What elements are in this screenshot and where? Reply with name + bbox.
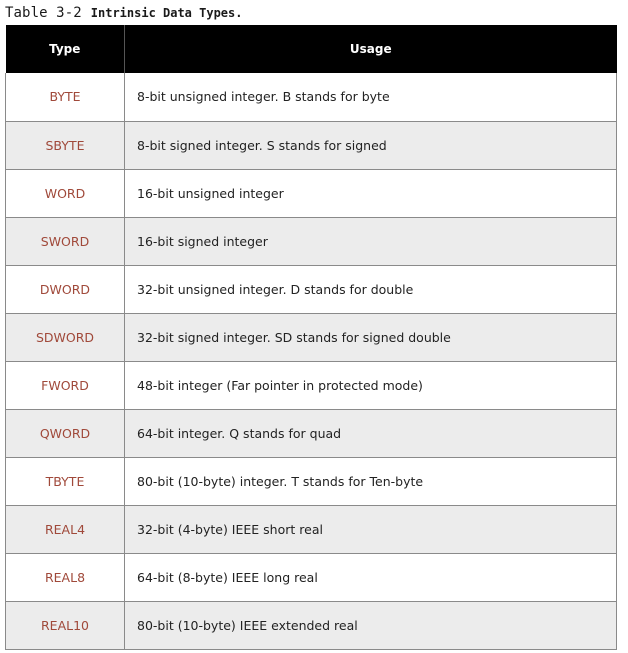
intrinsic-data-types-table — [5, 25, 617, 650]
table-row — [6, 409, 617, 457]
type-cell: FWORD — [6, 361, 125, 409]
table-row — [6, 217, 617, 265]
usage-cell: 16-bit unsigned integer — [125, 169, 617, 217]
usage-cell: 16-bit signed integer — [125, 217, 617, 265]
table-row — [6, 505, 617, 553]
type-cell: SDWORD — [6, 313, 125, 361]
type-cell: SBYTE — [6, 121, 125, 169]
table-header — [6, 25, 617, 73]
header-row — [6, 25, 617, 73]
usage-cell: 32-bit (4-byte) IEEE short real — [125, 505, 617, 553]
usage-cell: 8-bit unsigned integer. B stands for byte — [125, 73, 617, 121]
table-row — [6, 265, 617, 313]
usage-cell: 8-bit signed integer. S stands for signed — [125, 121, 617, 169]
table-row — [6, 553, 617, 601]
usage-cell: 80-bit (10-byte) integer. T stands for Ten-byte — [125, 457, 617, 505]
type-cell: BYTE — [6, 73, 125, 121]
table-number: Table 3-2 — [5, 5, 82, 21]
type-cell: REAL10 — [6, 601, 125, 649]
table-row — [6, 169, 617, 217]
usage-cell: 64-bit (8-byte) IEEE long real — [125, 553, 617, 601]
table-row — [6, 73, 617, 121]
column-header-usage: Usage — [125, 25, 617, 73]
usage-cell: 80-bit (10-byte) IEEE extended real — [125, 601, 617, 649]
usage-cell: 32-bit signed integer. SD stands for signed double — [125, 313, 617, 361]
column-header-type: Type — [6, 25, 125, 73]
type-cell: DWORD — [6, 265, 125, 313]
type-cell: QWORD — [6, 409, 125, 457]
usage-cell: 64-bit integer. Q stands for quad — [125, 409, 617, 457]
usage-cell: 32-bit unsigned integer. D stands for double — [125, 265, 617, 313]
table-title: Intrinsic Data Types. — [90, 6, 243, 20]
type-cell: SWORD — [6, 217, 125, 265]
usage-cell: 48-bit integer (Far pointer in protected mode) — [125, 361, 617, 409]
table-caption — [5, 2, 242, 22]
type-cell: TBYTE — [6, 457, 125, 505]
type-cell: REAL4 — [6, 505, 125, 553]
table-row — [6, 457, 617, 505]
table-row — [6, 361, 617, 409]
table-body — [6, 73, 617, 649]
type-cell: WORD — [6, 169, 125, 217]
table-row — [6, 121, 617, 169]
table-row — [6, 313, 617, 361]
table-row — [6, 601, 617, 649]
type-cell: REAL8 — [6, 553, 125, 601]
